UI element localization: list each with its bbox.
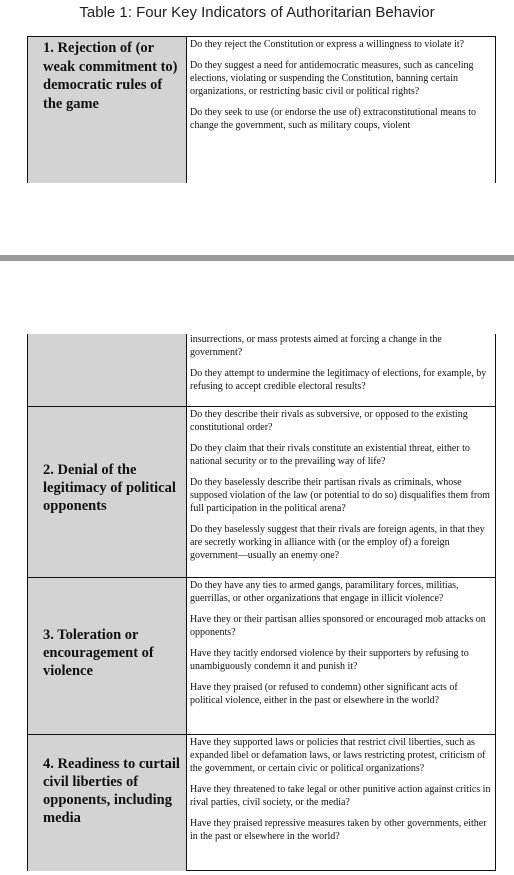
questions-cell <box>187 578 495 734</box>
question-text: Have they threatened to take legal or other punitive action against critics in rival parties, civil society, or the media? <box>190 783 491 808</box>
question-text: Do they claim that their rivals constitute an existential threat, either to national security or to the prevailing way of life? <box>190 443 470 467</box>
page-separator <box>0 255 514 261</box>
questions-cell <box>187 735 495 871</box>
question-text: Do they baselessly describe their partisan rivals as criminals, whose supposed violation of the law (or potential to do so) disqualifies them from full participation in the political arena? <box>190 477 490 514</box>
table-title: Table 1: Four Key Indicators of Authoritarian Behavior <box>79 4 435 21</box>
question-text: Do they attempt to undermine the legitimacy of elections, for example, by refusing to accept credible electoral results? <box>190 368 487 392</box>
table-row-violence <box>28 578 495 735</box>
indicator-cell <box>28 37 187 183</box>
indicator-label: 3. Toleration or encouragement of violence <box>43 627 154 679</box>
question-text: Do they suggest a need for antidemocratic measures, such as canceling elections, violating or suspending the Constitution, banning certain organizations, or restricting basic civil or political rights? <box>190 60 474 97</box>
indicator-label: 4. Readiness to curtail civil liberties of opponents, including media <box>43 756 180 826</box>
indicator-label: 1. Rejection of (or weak commitment to) democratic rules of the game <box>43 40 178 112</box>
table-page-2 <box>27 334 496 871</box>
indicator-cell <box>28 578 187 734</box>
indicator-cell <box>28 735 187 871</box>
questions-cell <box>187 37 495 183</box>
question-text: Do they seek to use (or endorse the use of) extraconstitutional means to change the government, such as military coups, violent <box>190 107 477 131</box>
indicator-label: 2. Denial of the legitimacy of political opponents <box>43 462 176 514</box>
question-text: Do they have any ties to armed gangs, paramilitary forces, militias, guerrillas, or other organizations that engage in illicit violence? <box>190 580 459 604</box>
questions-cell <box>187 407 495 577</box>
indicator-cell <box>28 334 187 406</box>
question-text: Do they reject the Constitution or express a willingness to violate it? <box>190 39 465 50</box>
question-text: Do they describe their rivals as subversive, or opposed to the existing constitutional order? <box>190 409 468 433</box>
table-row-rejection <box>28 37 495 183</box>
table-row-civil-liberties <box>28 735 495 871</box>
table-row-denial <box>28 407 495 578</box>
indicator-cell <box>28 407 187 577</box>
questions-cell <box>187 334 495 406</box>
question-text: Have they or their partisan allies sponsored or encouraged mob attacks on opponents? <box>190 614 486 638</box>
question-text: Do they baselessly suggest that their rivals are foreign agents, in that they are secretly working in alliance with (or the employ of) a foreign government—usually an enemy one? <box>190 524 485 561</box>
question-text: Have they praised repressive measures taken by other governments, either in the past or elsewhere in the world? <box>190 817 487 842</box>
question-text: Have they supported laws or policies that restrict civil liberties, such as expanded libel or defamation laws, or laws restricting protest, criticism of the government, or certain civic or political organizations? <box>190 737 486 774</box>
table-page-1 <box>27 36 496 183</box>
question-text: insurrections, or mass protests aimed at forcing a change in the government? <box>190 334 442 358</box>
question-text: Have they praised (or refused to condemn) other significant acts of political violence, either in the past or elsewhere in the world? <box>190 682 458 707</box>
table-row-rejection-cont <box>28 334 495 407</box>
question-text: Have they tacitly endorsed violence by their supporters by refusing to unambiguously condemn it and punish it? <box>190 648 469 672</box>
